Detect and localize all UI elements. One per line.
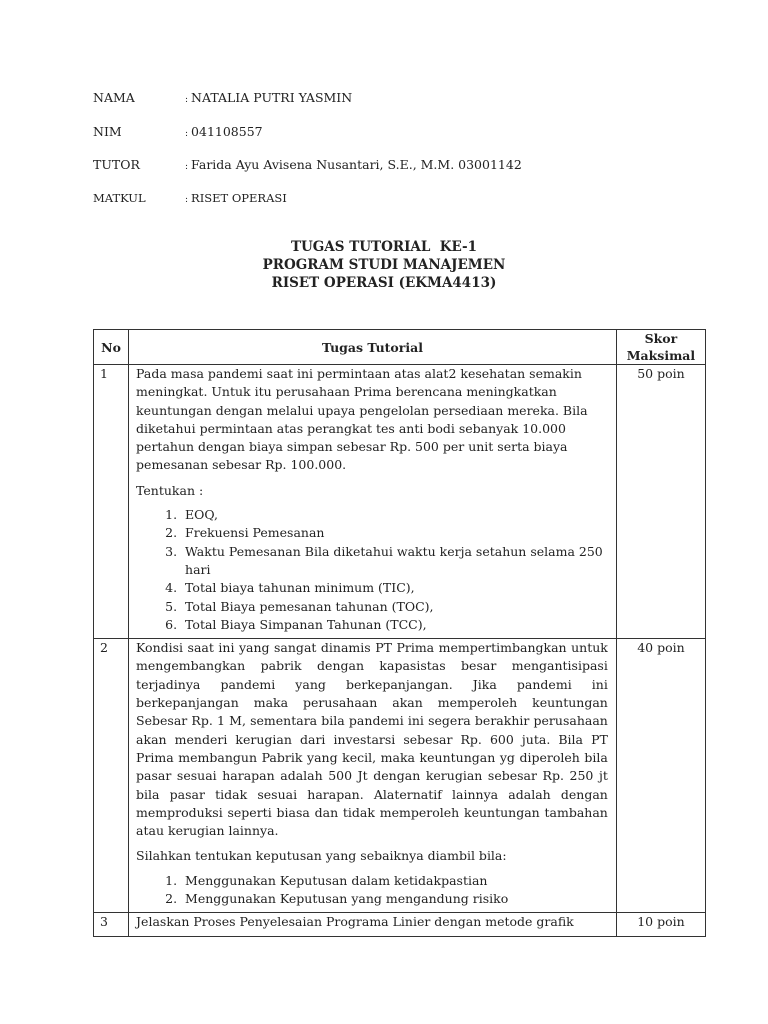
info-value: : NATALIA PUTRI YASMIN: [185, 90, 353, 105]
score-cell: 10 poin: [616, 913, 705, 937]
info-label: TUTOR: [93, 157, 140, 172]
table-row: [94, 913, 706, 937]
task-paragraph: Kondisi saat ini yang sangat dinamis PT Prima mempertimbangkan untuk mengembangkan pabrik dengan kapasistas besar mengantisipasi terjadinya pandemi yang berkepanjangan. Jika pandemi ini berkepanjangan maka perusahaan akan memperoleh keuntungan Sebesar Rp. 1 M, sementara bila pandemi ini segera berakhir perusahaan akan menderi kerugian dari investarsi sebesar Rp. 600 juta. Bila PT Prima membangun Pabrik yang kecil, maka keuntungan yg diperoleh bila pasar sesuai harapan adalah 500 Jt dengan kerugian sebesar Rp. 250 jt bila pasar tidak sesuai harapan. Alaternatif lainnya adalah dengan memproduksi seperti biasa dan tidak memperoleh keuntungan tambahan atau kerugian lainnya.: [136, 640, 608, 839]
document-title: [0, 238, 768, 292]
list-item: 2. Menggunakan Keputusan yang mengandung risiko: [181, 890, 608, 908]
task-paragraph: Pada masa pandemi saat ini permintaan atas alat2 kesehatan semakin meningkat. Untuk itu perusahaan Prima berencana meningkatkan keuntungan dengan melalui upaya pengelolan persediaan mereka. Bila diketahui permintaan atas perangkat tes anti bodi sebanyak 10.000 pertahun dengan biaya simpan sebesar Rp. 500 per unit serta biaya pemesanan sebesar Rp. 100.000.: [136, 366, 588, 473]
info-value: : RISET OPERASI: [185, 191, 287, 205]
info-value: : Farida Ayu Avisena Nusantari, S.E., M.M. 03001142: [185, 157, 522, 172]
student-nim: 041108557: [191, 124, 263, 139]
student-name: NATALIA PUTRI YASMIN: [191, 90, 353, 105]
task-list: [136, 872, 608, 909]
list-item: 2. Frekuensi Pemesanan: [181, 524, 608, 542]
table-row: [94, 639, 706, 913]
task-paragraph: Tentukan :: [136, 482, 204, 498]
list-item: 1. Menggunakan Keputusan dalam ketidakpastian: [181, 872, 608, 890]
list-item: 3. Waktu Pemesanan Bila diketahui waktu kerja setahun selama 250 hari: [181, 543, 608, 580]
header-score: Skor Maksimal: [616, 330, 705, 365]
task-cell: [129, 913, 617, 937]
row-number: 2: [94, 639, 129, 913]
info-label: NIM: [93, 124, 122, 139]
tutor-name: Farida Ayu Avisena Nusantari, S.E., M.M. 03001142: [191, 157, 522, 172]
task-paragraph: Jelaskan Proses Penyelesaian Programa Linier dengan metode grafik: [136, 914, 574, 930]
row-number: 3: [94, 913, 129, 937]
score-cell: 40 poin: [616, 639, 705, 913]
header-no: No: [94, 330, 129, 365]
info-value: : 041108557: [185, 124, 263, 139]
title-line-2: PROGRAM STUDI MANAJEMEN: [262, 257, 506, 273]
score-cell: 50 poin: [616, 365, 705, 639]
table-header-row: [94, 330, 706, 365]
task-cell: [129, 639, 617, 913]
list-item: 5. Total Biaya pemesanan tahunan (TOC),: [181, 598, 608, 616]
task-table: [93, 329, 706, 937]
list-item: 4. Total biaya tahunan minimum (TIC),: [181, 579, 608, 597]
header-task: Tugas Tutorial: [129, 330, 617, 365]
row-number: 1: [94, 365, 129, 639]
info-label: MATKUL: [93, 191, 146, 205]
task-list: [136, 506, 608, 634]
title-line-1: TUGAS TUTORIAL KE-1: [290, 239, 478, 255]
title-line-3: RISET OPERASI (EKMA4413): [271, 275, 497, 291]
course-name: RISET OPERASI: [191, 191, 287, 205]
info-label: NAMA: [93, 90, 135, 105]
list-item: 6. Total Biaya Simpanan Tahunan (TCC),: [181, 616, 608, 634]
task-paragraph: Silahkan tentukan keputusan yang sebaiknya diambil bila:: [136, 848, 507, 864]
table-row: [94, 365, 706, 639]
list-item: 1. EOQ,: [181, 506, 608, 524]
task-cell: [129, 365, 617, 639]
